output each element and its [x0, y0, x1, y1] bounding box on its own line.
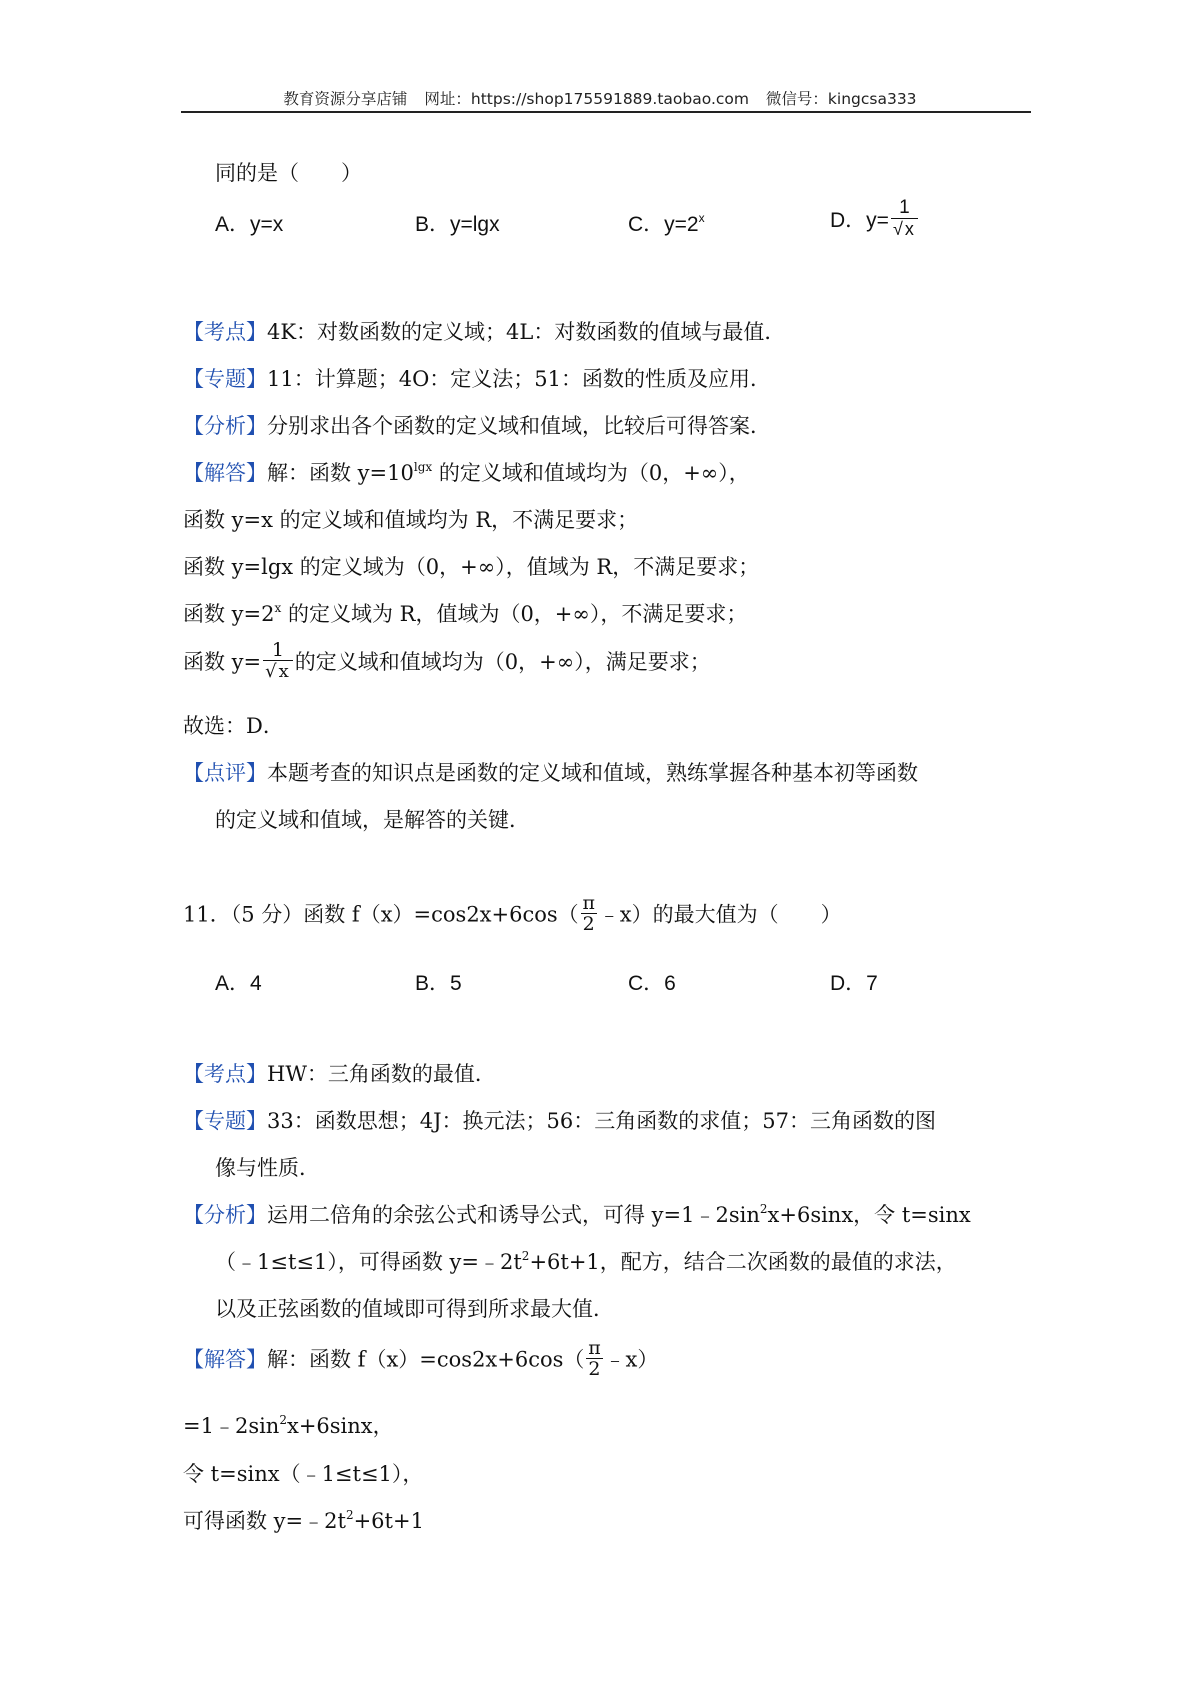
q11-zhuanti-cont: 像与性质． — [215, 1156, 320, 1180]
header-wechat: 微信号：kingcsa333 — [765, 90, 917, 108]
q11-line-3: 令 t=sinx（﹣1≤t≤1）， — [183, 1462, 424, 1486]
q10-line-2: 函数 y=x 的定义域和值域均为 R，不满足要求； — [183, 508, 639, 532]
q11-option-c: C．6 — [628, 972, 676, 995]
q10-line-5: 函数 y= $\frac{1}{√ x}$ 的定义域和值域均为（0，+∞），满足要求； — [183, 639, 711, 682]
q11-fenxi: 【分析】运用二倍角的余弦公式和诱导公式，可得 $y=1﹣2\sin^2x+6\sin x$，令 t=sinx — [183, 1202, 971, 1227]
q11-zhuanti: 【专题】33：函数思想；4J：换元法；56：三角函数的求值；57：三角函数的图 — [183, 1109, 936, 1133]
q11-stem: 11．（5 分）函数 f（x）=cos2x+6cos（ $\frac{\pi}{2}$ ﹣x）的最大值为（ ） — [183, 892, 842, 935]
q11-fenxi-cont-2: 以及正弦函数的值域即可得到所求最大值． — [215, 1297, 614, 1321]
q10-dianping-cont: 的定义域和值域，是解答的关键． — [215, 808, 530, 832]
q10-option-d: D．y= $\frac{1}{√ x}$ — [830, 198, 920, 240]
q11-jieda: 【解答】解：函数 f（x）=cos2x+6cos（ $\frac{\pi}{2}$ ﹣x） — [183, 1337, 659, 1380]
fraction: $\frac{\pi}{2}$ — [588, 1337, 601, 1380]
fraction: $\frac{\pi}{2}$ — [582, 892, 595, 935]
q11-line-4: 可得函数 $y=﹣2t^2+6t+1$ — [183, 1508, 424, 1533]
q10-zhuanti: 【专题】11：计算题；4O：定义法；51：函数的性质及应用． — [183, 367, 772, 391]
q10-option-c: C．$y=2^x$ — [628, 211, 705, 236]
q10-option-b: B．y=lgx — [415, 213, 500, 236]
q10-line-4: 函数 $y=2^x$ 的定义域为 R，值域为（0，+∞），不满足要求； — [183, 601, 748, 626]
q10-kaodian: 【考点】4K：对数函数的定义域；4L：对数函数的值域与最值． — [183, 320, 786, 344]
q10-line-6: 故选：D． — [183, 714, 284, 738]
q10-option-a: A．y=x — [215, 213, 284, 236]
q11-fenxi-cont-1: （﹣1≤t≤1），可得函数 $y=﹣2t^2+6t+1$，配方，结合二次函数的最值的求法， — [215, 1249, 957, 1274]
q11-line-2: $=1﹣2\sin^2x+6\sin x$， — [183, 1413, 394, 1438]
header-shop: 教育资源分享店铺 — [283, 90, 408, 108]
header-url: 网址：https://shop175591889.taobao.com — [424, 90, 749, 108]
q11-option-a: A．4 — [215, 972, 262, 995]
q11-option-b: B．5 — [415, 972, 462, 995]
q11-kaodian: 【考点】HW：三角函数的最值． — [183, 1062, 496, 1086]
q10-jieda: 【解答】解：函数 $y=10^{lgx}$ 的定义域和值域均为（0，+∞）， — [183, 460, 750, 485]
q10-line-3: 函数 y=lgx 的定义域为（0，+∞），值域为 R，不满足要求； — [183, 555, 760, 579]
fraction: $\frac{1}{√ x}$ — [263, 640, 293, 682]
page-header — [0, 87, 1200, 109]
fraction: $\frac{1}{√ x}$ — [891, 198, 918, 240]
q11-option-d: D．7 — [830, 972, 878, 995]
q10-fenxi: 【分析】分别求出各个函数的定义域和值域，比较后可得答案． — [183, 414, 771, 438]
header-rule — [181, 111, 1031, 113]
q10-stem-tail: 同的是（ ） — [215, 161, 362, 185]
q10-dianping: 【点评】本题考查的知识点是函数的定义域和值域，熟练掌握各种基本初等函数 — [183, 761, 918, 785]
